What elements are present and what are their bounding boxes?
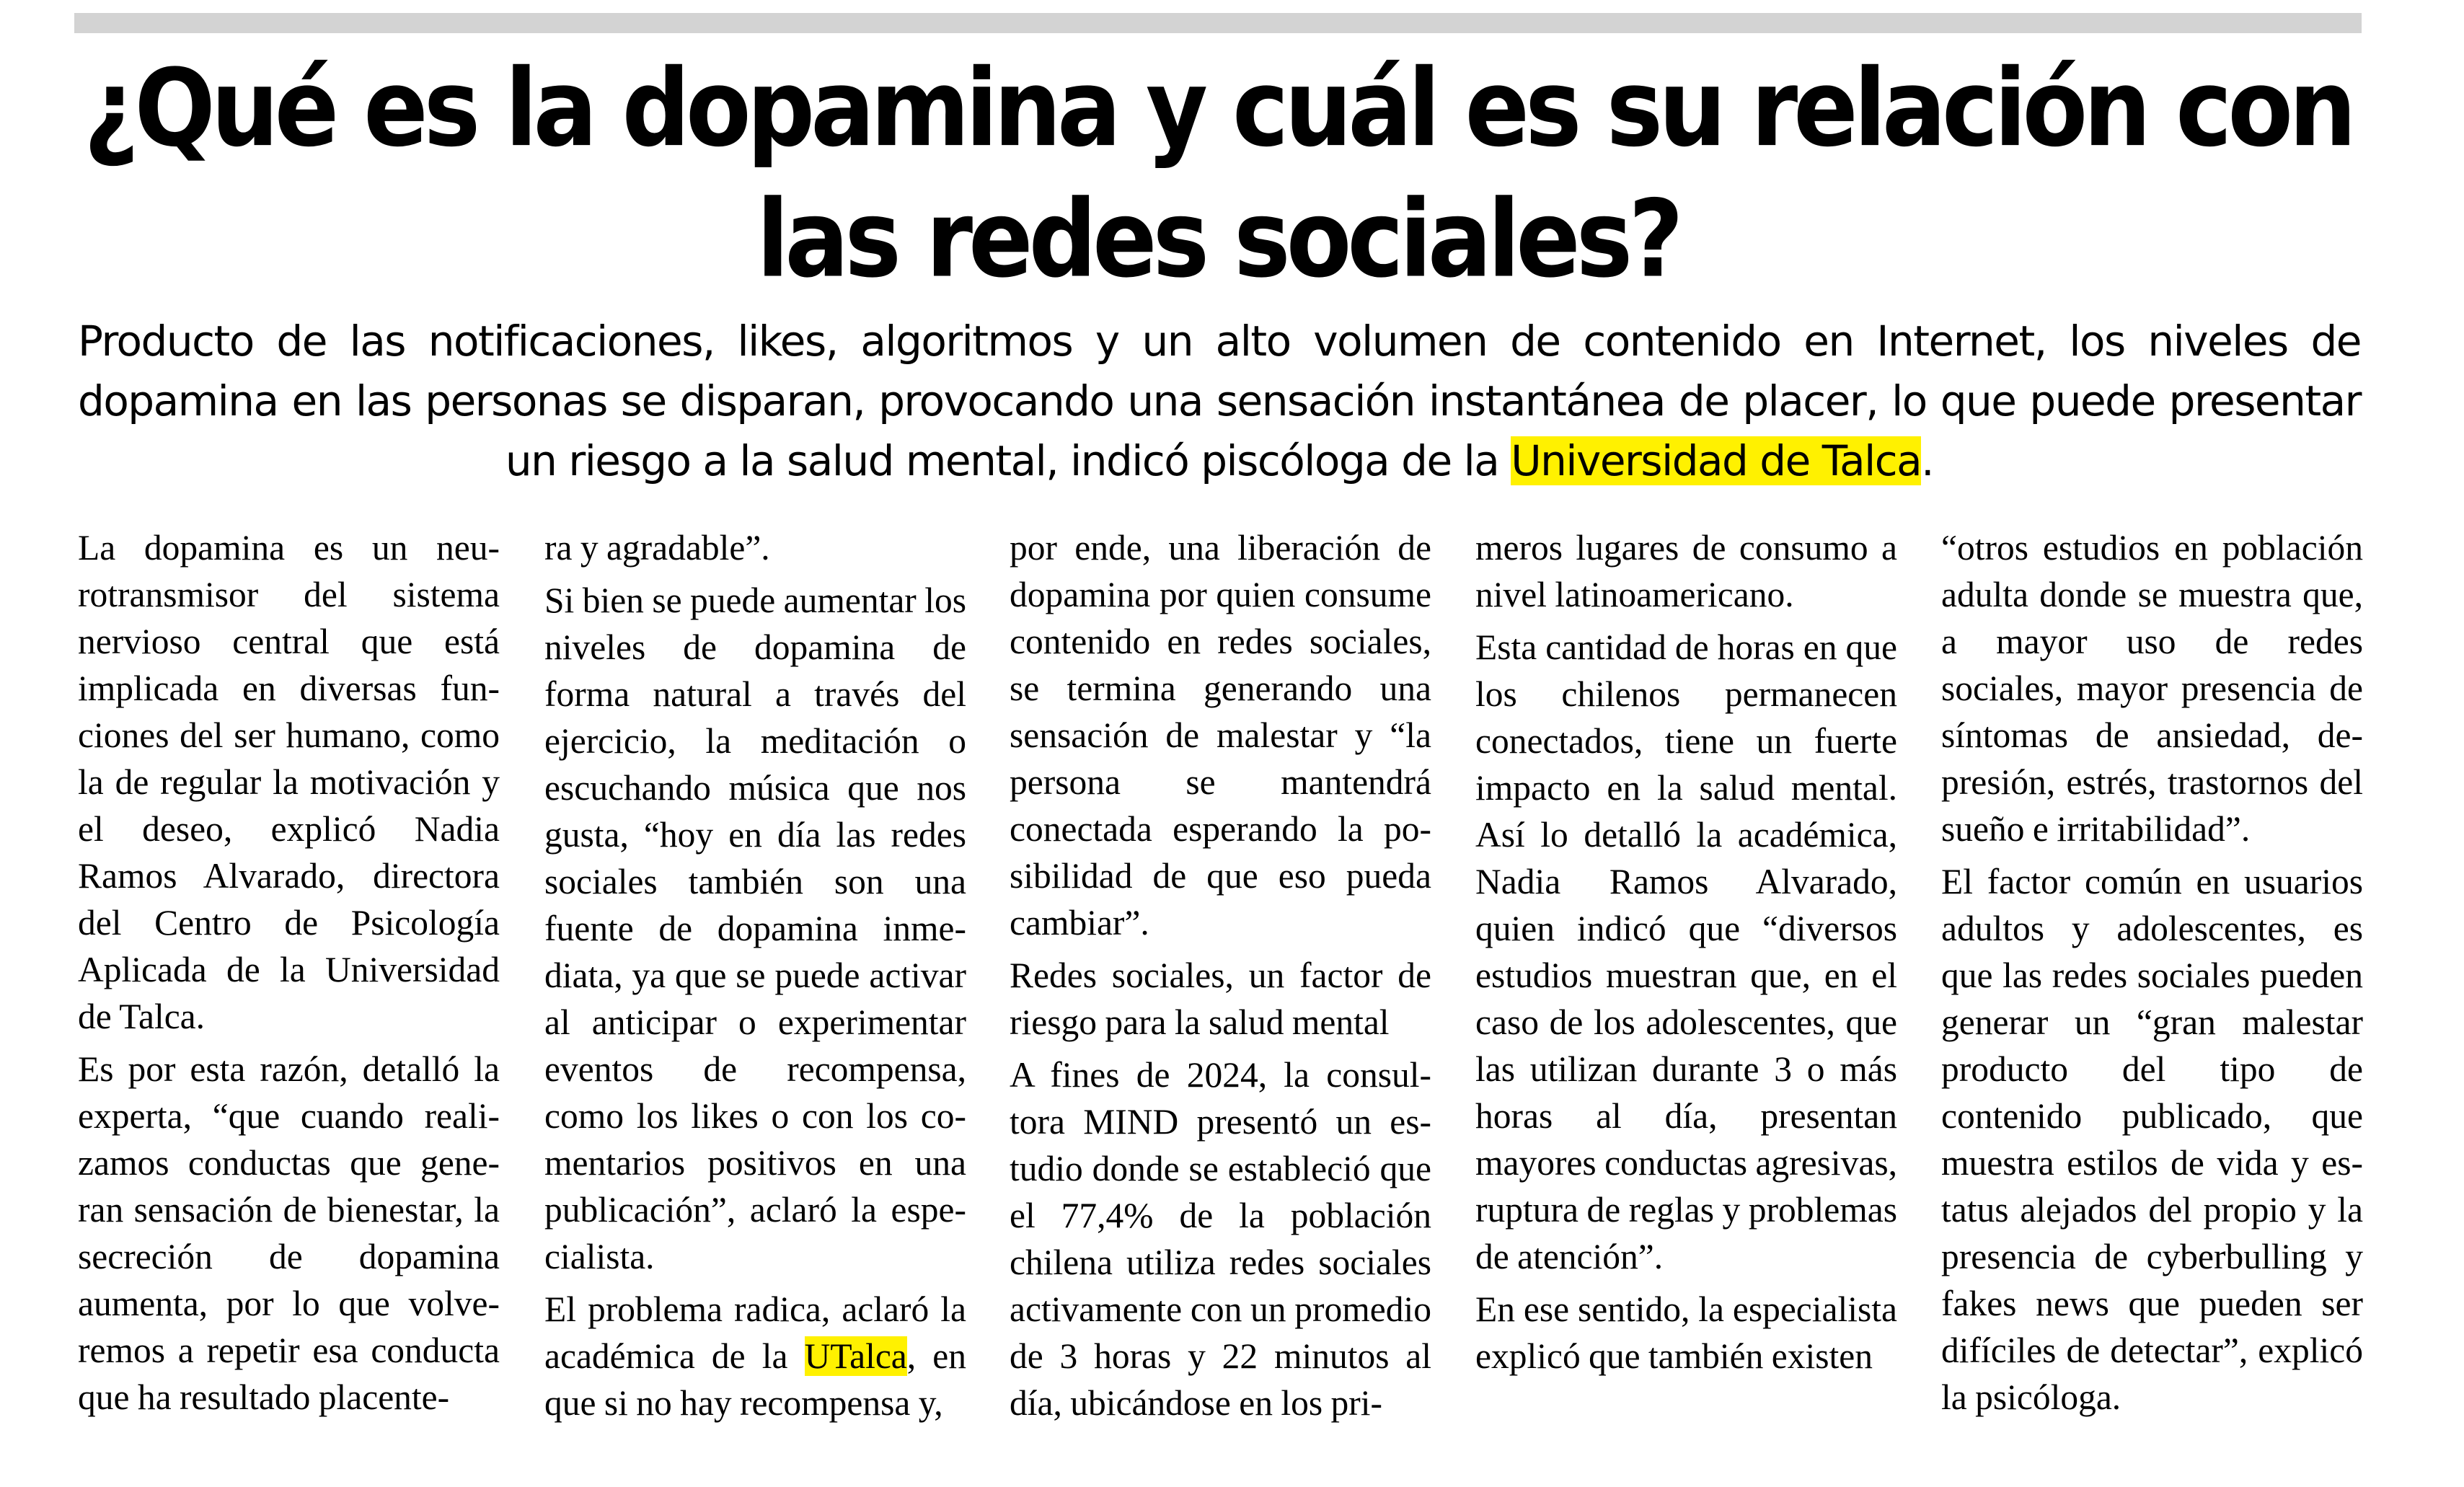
article-headline: ¿Qué es la dopamina y cuál es su relación con las redes sociales? — [83, 46, 2353, 302]
column-2-paragraph-2: Si bien se puede aumentar los niveles de dopamina de forma natural a través del ejercicio, la meditación o escuchando música que nos gusta, “hoy en día las redes sociales también son una fuente de dopamina inmediata, ya que se puede activar al anticipar o experimentar eventos de recompensa, como los likes o con los comentarios positivos en una publicación”, aclaró la especialista. — [544, 581, 966, 1276]
section-subheading: Redes sociales, un factor de riesgo para la salud mental — [1010, 956, 1431, 1042]
column-1-paragraph-1: La dopamina es un neurotransmisor del sistema nervioso central que está implicada en diversas funciones del ser humano, como la de regular la motivación y el deseo, explicó Nadia Ramos Alvarado, directora del Centro de Psicología Aplicada de la Universidad de Talca. — [78, 528, 500, 1036]
article-column-3 — [1010, 524, 1431, 1432]
column-4-paragraph-2: Esta cantidad de horas en que los chilenos permanecen conectados, tiene un fuerte impacto en la salud mental. Así lo detalló la académica, Nadia Ramos Alvarado, quien indicó que “diversos estudios muestran que, en el caso de los adolescentes, que las utilizan durante 3 o más horas al día, presentan mayores conductas agresivas, ruptura de reglas y problemas de atención”. — [1475, 627, 1897, 1276]
column-1-paragraph-2: Es por esta razón, detalló la experta, “que cuando realizamos conductas que generan sensación de bienestar, la secreción de dopamina aumenta, por lo que volveremos a repetir esa conducta que ha resultado placente- — [78, 1049, 500, 1417]
deck-text: Producto de las notificaciones, likes, algoritmos y un alto volumen de contenido en Internet, los niveles de dopamina en las personas se disparan, provocando una sensación instantánea de placer, lo que puede presentar un riesgo a la salud mental, indicó piscóloga de la — [78, 317, 2361, 485]
column-5-paragraph-1: “otros estudios en población adulta donde se muestra que, a mayor uso de redes sociales, mayor presencia de síntomas de ansiedad, depresión, estrés, trastornos del sueño e irritabilidad”. — [1941, 528, 2363, 849]
top-rule-bar — [74, 13, 2362, 33]
column-3-paragraph-1: por ende, una liberación de dopamina por quien consume contenido en redes sociales, se termina generando una sensación de malestar y “la persona se mantendrá conectada esperando la posibilidad de que eso pueda cambiar”. — [1010, 528, 1431, 943]
column-2-paragraph-3-text-end: , en que si no hay recompensa y, — [544, 1336, 966, 1423]
column-4-paragraph-3: En ese sentido, la especialista explicó que también existen — [1475, 1289, 1897, 1376]
article-column-1 — [78, 524, 500, 1426]
column-4-paragraph-1: meros lugares de consumo a nivel latinoamericano. — [1475, 528, 1897, 614]
column-2-paragraph-3-text: El problema radica, aclaró la académica de la — [544, 1289, 966, 1376]
article-column-2 — [544, 524, 966, 1432]
column-2-paragraph-1: ra y agradable”. — [544, 528, 770, 568]
column-2-paragraph-3 — [544, 1286, 966, 1426]
column-5-paragraph-2: El factor común en usuarios adultos y adolescentes, es que las redes sociales pueden generar un “gran malestar producto del tipo de contenido publicado, que muestra estilos de vida y estatus alejados del propio y la presencia de cyberbulling y fakes news que pueden ser difíciles de detectar”, explicó la psicóloga. — [1941, 862, 2363, 1417]
article-column-4 — [1475, 524, 1897, 1385]
deck-highlight-universidad: Universidad de Talca — [1511, 436, 1922, 485]
utalca-highlight: UTalca — [804, 1336, 907, 1376]
article-column-5 — [1941, 524, 2363, 1426]
article-deck — [78, 312, 2361, 491]
column-3-paragraph-2: A fines de 2024, la consultora MIND presentó un estudio donde se estableció que el 77,4% de la población chilena utiliza redes sociales activamente con un promedio de 3 horas y 22 minutos al día, ubicándose en los pri- — [1010, 1055, 1431, 1423]
deck-text-end: . — [1921, 436, 1934, 485]
